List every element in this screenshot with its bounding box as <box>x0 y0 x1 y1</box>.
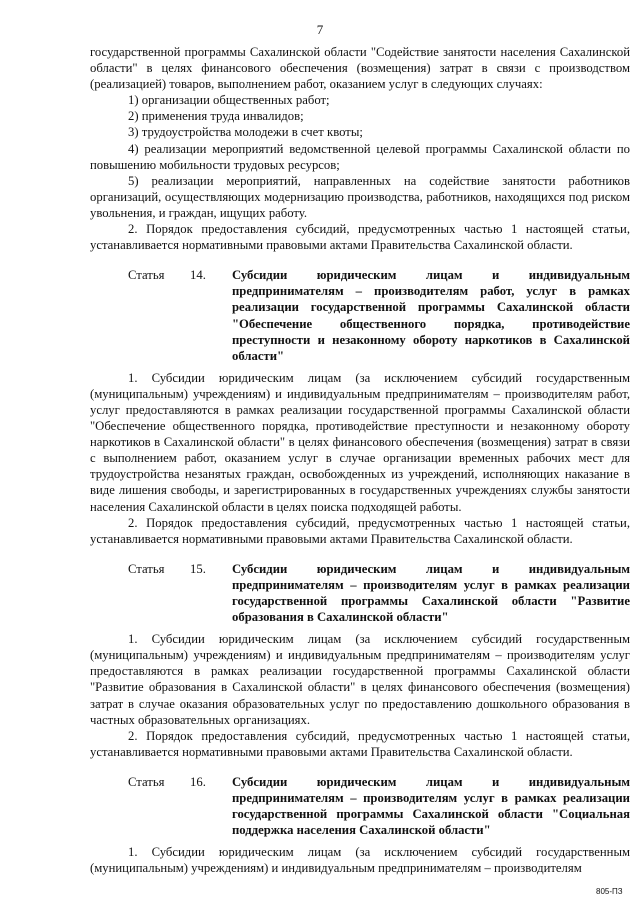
article-label: Статья <box>128 268 165 283</box>
article-label: Статья <box>128 561 165 576</box>
article-14-heading <box>90 267 630 364</box>
list-item: 4) реализации мероприятий ведомственной целевой программы Сахалинской области по повышению мобильности трудовых ресурсов; <box>90 141 630 172</box>
list-item: 2) применения труда инвалидов; <box>128 109 304 124</box>
paragraph: 2. Порядок предоставления субсидий, предусмотренных частью 1 настоящей статьи, устанавливается нормативными правовыми актами Правительства Сахалинской области. <box>90 728 630 759</box>
article-number: 16. <box>190 774 206 789</box>
intro-paragraph: государственной программы Сахалинской области "Содействие занятости населения Сахалинской области" в целях финансового обеспечения (возмещения) затрат в связи с производством (реализацией) товаров, выполнением работ, оказанием услуг в следующих случаях: <box>90 45 630 92</box>
article-number: 14. <box>190 268 206 283</box>
paragraph: 1. Субсидии юридическим лицам (за исключением субсидий государственным (муниципальным) учреждениям) и индивидуальным предпринимателям – производителям услуг предоставляются в рамках реализации государственной программы Сахалинской области "Развитие образования в Сахалинской области" в целях финансового обеспечения (возмещения) затрат в случае оказания образовательных услуг по предоставлению дошкольного образования в частных образовательных организациях. <box>90 632 630 727</box>
page-number: 7 <box>316 22 324 37</box>
article-label: Статья <box>128 774 165 789</box>
paragraph: 1. Субсидии юридическим лицам (за исключением субсидий государственным (муниципальным) учреждениям) и индивидуальным предпринимателям – производителям работ, услуг предоставляются в рамках реализации государственной программы Сахалинской области "Обеспечение общественного порядка, противодействие преступности и незаконному обороту наркотиков в Сахалинской области" в целях финансового обеспечения (возмещения) затрат в связи с выполнением работ, оказанием услуг в случае организации временных рабочих мест для трудоустройства незанятых граждан, освобожденных из учреждений, исполняющих наказание в виде лишения свободы, и зарегистрированных в государственных учреждениях службы занятости населения Сахалинской области в целях поиска подходящей работы. <box>90 370 630 514</box>
paragraph: 2. Порядок предоставления субсидий, предусмотренных частью 1 настоящей статьи, устанавливается нормативными правовыми актами Правительства Сахалинской области. <box>90 222 630 253</box>
list-item: 3) трудоустройства молодежи в счет квоты; <box>128 125 363 140</box>
article-number: 15. <box>190 561 206 576</box>
article-title: Субсидии юридическим лицам и индивидуальным предпринимателям – производителям работ, услуг в рамках реализации государственной программы Сахалинской области "Обеспечение общественного порядка, противодействие преступности и незаконному обороту наркотиков в Сахалинской области" <box>232 268 630 363</box>
article-15-heading <box>90 561 630 625</box>
list-item: 1) организации общественных работ; <box>128 93 330 108</box>
article-title: Субсидии юридическим лицам и индивидуальным предпринимателям – производителям услуг в рамках реализации государственной программы Сахалинской области "Социальная поддержка населения Сахалинской области" <box>232 774 630 838</box>
list-item: 5) реализации мероприятий, направленных на содействие занятости работников организаций, осуществляющих модернизацию производства, работников, находящихся под риском увольнения, и граждан, ищущих работу. <box>90 173 630 220</box>
footer-code: 805-ПЗ <box>596 887 623 896</box>
article-16-heading <box>90 774 630 838</box>
paragraph: 1. Субсидии юридическим лицам (за исключением субсидий государственным (муниципальным) учреждениям) и индивидуальным предпринимателям – производителям <box>90 845 630 876</box>
document-body <box>90 44 630 877</box>
paragraph: 2. Порядок предоставления субсидий, предусмотренных частью 1 настоящей статьи, устанавливается нормативными правовыми актами Правительства Сахалинской области. <box>90 515 630 546</box>
article-title: Субсидии юридическим лицам и индивидуальным предпринимателям – производителям услуг в рамках реализации государственной программы Сахалинской области "Развитие образования в Сахалинской области" <box>232 561 630 625</box>
